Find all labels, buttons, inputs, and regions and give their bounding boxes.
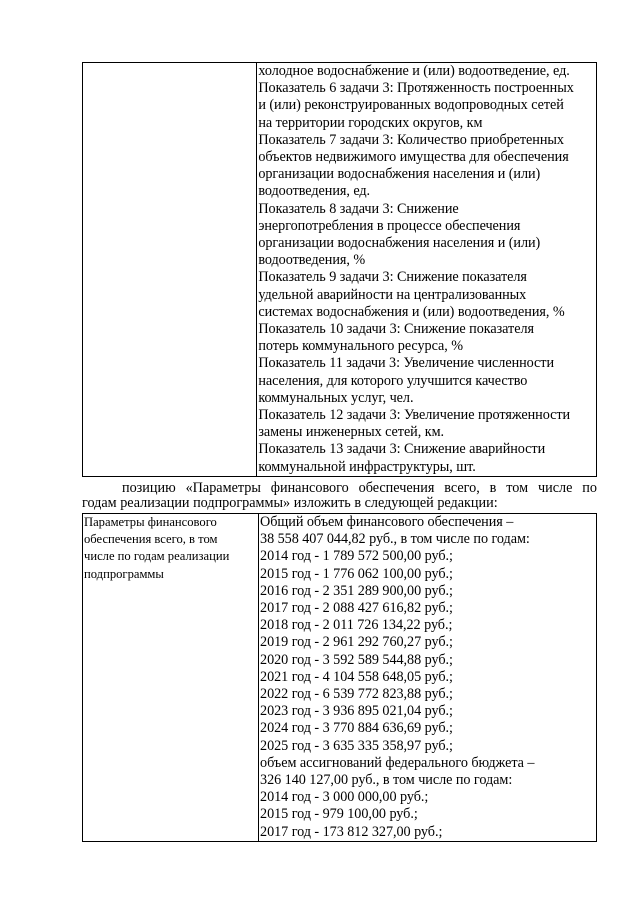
- text-line: холодное водоснабжение и (или) водоотведение, ед.: [258, 63, 570, 79]
- text-line: 2017 год - 173 812 327,00 руб.;: [260, 823, 443, 840]
- text-line: Показатель 11 задачи 3: Увеличение численности: [258, 355, 554, 372]
- text-line: объектов недвижимого имущества для обеспечения: [258, 149, 569, 166]
- text-line: системах водоснабжения и (или) водоотведения, %: [258, 303, 565, 320]
- text-line: водоотведения, %: [258, 252, 366, 269]
- table-row: [83, 63, 597, 477]
- label-line: обеспечения всего, в том: [84, 532, 218, 547]
- text-line: Показатель 12 задачи 3: Увеличение протяженности: [258, 407, 571, 424]
- text-line: населения, для которого улучшится качество: [258, 372, 528, 389]
- text-line: 2017 год - 2 088 427 616,82 руб.;: [260, 600, 453, 617]
- text-line: 2014 год - 1 789 572 500,00 руб.;: [260, 548, 453, 565]
- financing-label-cell: [83, 514, 259, 842]
- text-line: коммунальной инфраструктуры, шт.: [258, 458, 476, 475]
- instruction-paragraph-line-2: годам реализации подпрограммы» изложить в следующей редакции:: [82, 495, 498, 511]
- text-line: 38 558 407 044,82 руб., в том числе по годам:: [260, 531, 530, 548]
- financing-values-cell: [259, 514, 597, 842]
- text-line: 2015 год - 979 100,00 руб.;: [260, 806, 418, 823]
- text-line: 2015 год - 1 776 062 100,00 руб.;: [260, 565, 453, 582]
- text-line: и (или) реконструированных водопроводных сетей: [258, 97, 564, 114]
- text-line: Показатель 6 задачи 3: Протяженность построенных: [258, 80, 574, 97]
- text-line: Показатель 10 задачи 3: Снижение показателя: [258, 321, 534, 338]
- text-line: 2025 год - 3 635 335 358,97 руб.;: [260, 737, 453, 754]
- text-line: 2019 год - 2 961 292 760,27 руб.;: [260, 634, 453, 651]
- text-line: Показатель 13 задачи 3: Снижение аварийности: [258, 441, 546, 458]
- text-line: Показатель 7 задачи 3: Количество приобретенных: [258, 131, 564, 148]
- label-cell-empty: [83, 63, 257, 477]
- text-line: замены инженерных сетей, км.: [258, 424, 444, 441]
- text-line: 2022 год - 6 539 772 823,88 руб.;: [260, 686, 453, 703]
- text-line: 2021 год - 4 104 558 648,05 руб.;: [260, 668, 453, 685]
- instruction-paragraph-line-1: позицию «Параметры финансового обеспечения всего, в том числе по: [122, 480, 597, 496]
- text-line: объем ассигнований федерального бюджета –: [260, 754, 535, 771]
- text-line: коммунальных услуг, чел.: [258, 389, 414, 406]
- text-line: 2020 год - 3 592 589 544,88 руб.;: [260, 651, 453, 668]
- text-line: потерь коммунального ресурса, %: [258, 338, 464, 355]
- text-line: 326 140 127,00 руб., в том числе по годам:: [260, 772, 513, 789]
- text-line: 2018 год - 2 011 726 134,22 руб.;: [260, 617, 453, 634]
- text-line: водоотведения, ед.: [258, 183, 371, 200]
- text-line: организации водоснабжения населения и (или): [258, 166, 541, 183]
- text-line: удельной аварийности на централизованных: [258, 286, 527, 303]
- label-line: числе по годам реализации: [84, 549, 230, 564]
- text-line: организации водоснабжения населения и (или): [258, 235, 541, 252]
- text-line: 2014 год - 3 000 000,00 руб.;: [260, 789, 429, 806]
- text-line: 2016 год - 2 351 289 900,00 руб.;: [260, 582, 453, 599]
- text-line: Общий объем финансового обеспечения –: [260, 514, 514, 530]
- indicators-cell: [257, 63, 597, 477]
- indicators-table: [82, 62, 597, 477]
- text-line: Показатель 8 задачи 3: Снижение: [258, 200, 459, 217]
- table-row: [83, 514, 597, 842]
- text-line: Показатель 9 задачи 3: Снижение показателя: [258, 269, 527, 286]
- label-line: Параметры финансового: [84, 515, 217, 529]
- label-line: подпрограммы: [84, 566, 164, 581]
- text-line: энергопотребления в процессе обеспечения: [258, 217, 521, 234]
- text-line: 2024 год - 3 770 884 636,69 руб.;: [260, 720, 453, 737]
- text-line: 2023 год - 3 936 895 021,04 руб.;: [260, 703, 453, 720]
- text-line: на территории городских округов, км: [258, 114, 483, 131]
- financing-table: [82, 513, 597, 842]
